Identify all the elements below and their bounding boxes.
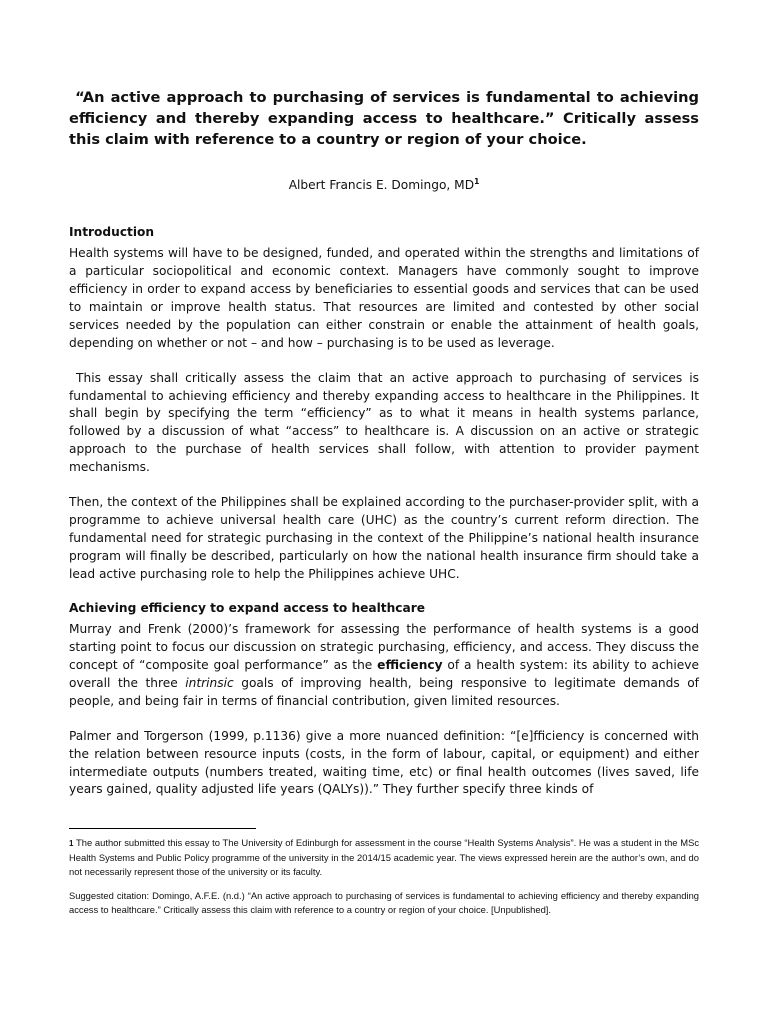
document-body (69, 87, 699, 799)
footnote-text: The author submitted this essay to The University of Edinburgh for assessment in the course “Health Systems Analysis”. He was a student in the MSc Health Systems and Public Policy programme of the university in the 2014/15 academic year. The views expressed herein are the author’s own, and do not necessarily represent those of the university or its faculty. (69, 837, 700, 878)
paragraph-text: Murray and Frenk (2000)’s framework for assessing the performance of health systems is a good starting point to focus our discussion on strategic purchasing, efficiency, and access. They discuss the concept of “composite goal performance” as the (69, 621, 699, 672)
paragraph-text: goals of improving health, being responsive to legitimate demands of people, and being fair in terms of financial contribution, given limited resources. (69, 675, 699, 708)
author-footnote-mark: 1 (474, 177, 480, 186)
essay-title-text: “An active approach to purchasing of services is fundamental to achieving efficiency and thereby expanding access to healthcare.” Critically assess this claim with reference to a country or region of your choice. (69, 89, 699, 148)
emphasis-bold: efficiency (377, 657, 443, 672)
footnote-mark: 1 (69, 839, 74, 848)
essay-title (69, 87, 699, 150)
paragraph-text: of a health system: its ability to achieve overall the three (69, 657, 700, 690)
author-name: Albert Francis E. Domingo, MD (288, 178, 475, 193)
emphasis-italic: intrinsic (185, 675, 234, 690)
paragraph: Health systems will have to be designed, funded, and operated within the strengths and limitations of a particular sociopolitical and economic context. Managers have commonly sought to improve efficiency in order to expand access by beneficiaries to essential goods and services that can be used to maintain or improve health status. That resources are limited and contested by other social services needed by the population can either constrain or enable the attainment of health goals, depending on whether or not – and how – purchasing is to be used as leverage. (69, 245, 699, 350)
section-heading-introduction: Introduction (69, 225, 155, 240)
footnote-1 (69, 836, 699, 880)
author-line (69, 174, 699, 193)
paragraph (69, 370, 699, 478)
paragraph: Then, the context of the Philippines shall be explained according to the purchaser-provider split, with a programme to achieve universal health care (UHC) as the country’s current reform direction. The fundamental need for strategic purchasing in the context of the Philippine’s national health insurance program will finally be described, particularly on how the national health insurance firm should take a lead active purchasing role to help the Philippines achieve UHC. (69, 495, 699, 582)
paragraph: Palmer and Torgerson (1999, p.1136) give a more nuanced definition: “[e]fficiency is concerned with the relation between resource inputs (costs, in the form of labour, capital, or equipment) and either intermediate outputs (numbers treated, waiting time, etc) or final health outcomes (lives saved, life years gained, quality adjusted life years (QALYs)).” They further specify three kinds of (69, 728, 699, 797)
footnote-separator (69, 828, 256, 829)
footnotes (69, 836, 699, 917)
section-heading-efficiency: Achieving efficiency to expand access to healthcare (69, 601, 426, 616)
paragraph (69, 621, 699, 711)
suggested-citation: Suggested citation: Domingo, A.F.E. (n.d.) “An active approach to purchasing of services is fundamental to achieving efficiency and thereby expanding access to healthcare.” Critically assess this claim with reference to a country or region of your choice. [Unpublished]. (69, 889, 699, 915)
paragraph-text: This essay shall critically assess the claim that an active approach to purchasing of services is fundamental to achieving efficiency and thereby expanding access to healthcare in the Philippines. It shall begin by specifying the term “efficiency” as to what it means in health systems parlance, followed by a discussion of what “access” to healthcare is. A discussion on an active or strategic approach to the purchase of health services shall follow, with attention to provider payment mechanisms. (69, 370, 700, 475)
